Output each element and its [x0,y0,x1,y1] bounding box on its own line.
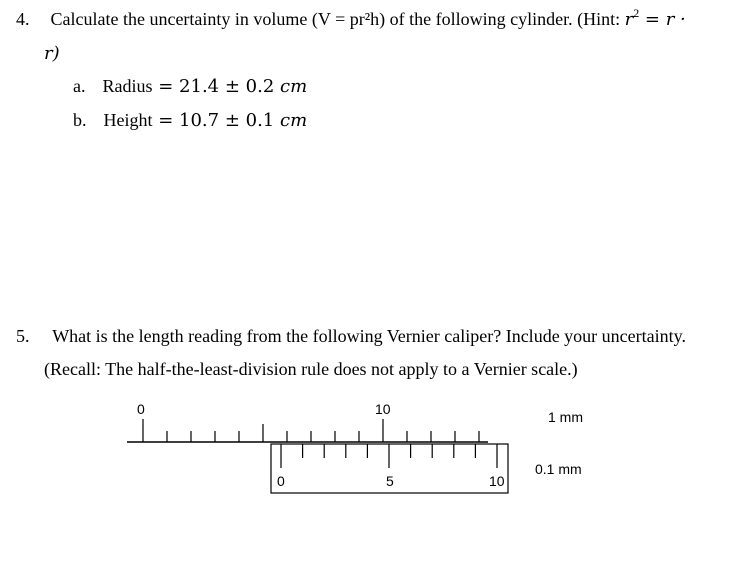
question-4-number: 4. [16,9,30,29]
item-unit: cm [280,76,308,97]
question-5-text: What is the length reading from the following Vernier caliper? Include your uncertainty. [52,326,686,346]
question-4-hint-tail: r) [44,43,60,64]
item-value: = 10.7 ± 0.1 [152,110,280,131]
question-5-number: 5. [16,326,30,346]
hint-exponent: 2 [633,6,640,20]
item-label: Radius [102,76,153,96]
main-scale-label-10: 10 [375,401,391,417]
main-scale [127,419,488,442]
item-value: = 21.4 ± 0.2 [152,76,280,97]
item-marker: b. [73,110,87,130]
item-marker: a. [73,76,86,96]
question-5-recall: (Recall: The half-the-least-division rule does not apply to a Vernier scale.) [44,359,578,379]
main-scale-label-0: 0 [137,401,145,417]
vernier-scale-label-10: 10 [489,473,505,489]
vernier-scale-label-5: 5 [386,473,394,489]
question-4-text: Calculate the uncertainty in volume (V = pr²h) of the following cylinder. (Hint: [50,9,625,29]
main-scale-unit-label: 1 mm [548,409,583,425]
vernier-scale-label-0: 0 [277,473,285,489]
vernier-scale-unit-label: 0.1 mm [535,461,582,477]
hint-r: r [624,9,634,30]
item-label: Height [103,110,153,130]
hint-equation: = r · [639,9,686,30]
item-unit: cm [279,110,308,131]
